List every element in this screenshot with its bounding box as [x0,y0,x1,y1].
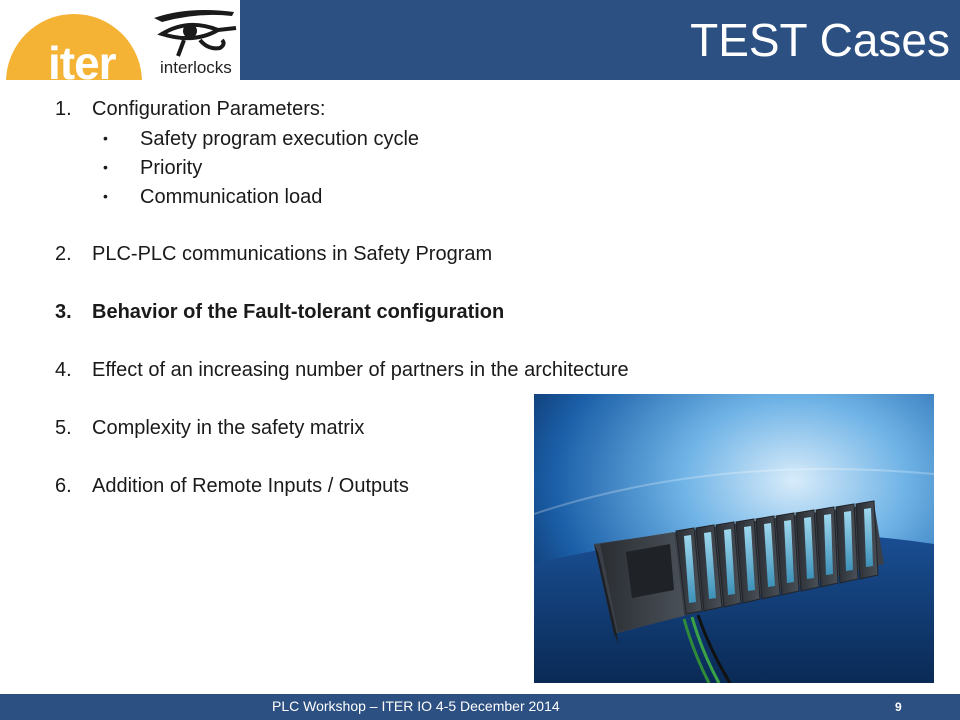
sub-item-3 [103,186,322,209]
iter-logo-text: iter [48,37,116,80]
item-number: 1. [55,98,72,120]
item-text: Behavior of the Fault-tolerant configuration [92,301,505,323]
item-text: Effect of an increasing number of partners in the architecture [92,359,629,381]
list-item-2 [55,243,492,266]
sub-item-text: Safety program execution cycle [140,128,420,150]
list-item-5 [55,417,364,440]
list-item-1 [55,98,325,121]
item-number: 4. [55,359,72,381]
item-number: 2. [55,243,72,265]
bullet-icon: • [103,130,108,146]
item-number: 5. [55,417,72,439]
bullet-icon: • [103,188,108,204]
interlocks-logo-text: interlocks [160,58,232,77]
sub-item-text: Communication load [140,186,323,208]
list-item-6 [55,475,409,498]
list-item-3 [55,301,504,324]
item-text: Configuration Parameters: [92,98,326,120]
footer-text: PLC Workshop – ITER IO 4-5 December 2014 [272,698,560,714]
bullet-icon: • [103,159,108,175]
title-band [240,0,960,80]
list-item-4 [55,359,629,382]
item-text: Addition of Remote Inputs / Outputs [92,475,409,497]
item-text: Complexity in the safety matrix [92,417,365,439]
slide-header [0,0,960,80]
sub-item-1 [103,128,419,151]
iter-logo [4,0,144,80]
item-number: 3. [55,301,72,323]
page-number: 9 [895,700,902,714]
slide-footer [0,694,960,720]
sub-item-2 [103,157,202,180]
slide-title: TEST Cases [690,14,950,66]
sub-item-text: Priority [140,157,203,179]
item-text: PLC-PLC communications in Safety Program [92,243,493,265]
item-number: 6. [55,475,72,497]
plc-rack-photo [534,394,934,683]
